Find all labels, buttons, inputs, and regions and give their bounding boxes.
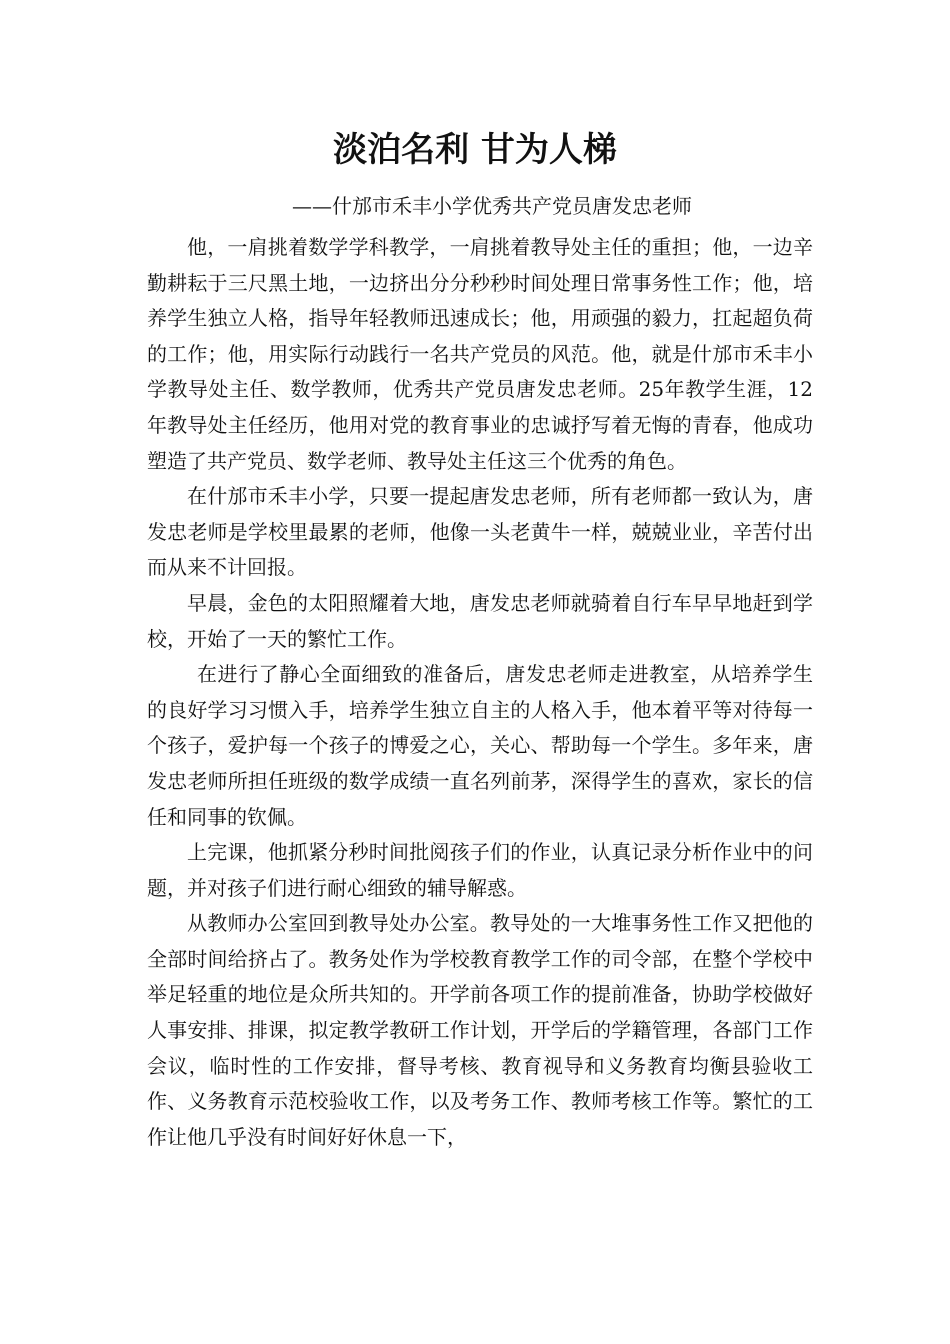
paragraph: 上完课，他抓紧分秒时间批阅孩子们的作业，认真记录分析作业中的问题，并对孩子们进行耐心细致的辅导解惑。 (147, 840, 813, 900)
paragraph: 在什邡市禾丰小学，只要一提起唐发忠老师，所有老师都一致认为，唐发忠老师是学校里最累的老师，他像一头老黄牛一样，兢兢业业，辛苦付出而从来不计回报。 (147, 484, 813, 580)
document-subtitle: ——什邡市禾丰小学优秀共产党员唐发忠老师 (292, 194, 692, 218)
paragraph: 早晨，金色的太阳照耀着大地，唐发忠老师就骑着自行车早早地赶到学校，开始了一天的繁忙工作。 (147, 590, 813, 651)
paragraph: 在进行了静心全面细致的准备后，唐发忠老师走进教室，从培养学生的良好学习习惯入手，培养学生独立自主的人格入手，他本着平等对待每一个孩子，爱护每一个孩子的博爱之心，关心、帮助每一个学生。多年来，唐发忠老师所担任班级的数学成绩一直名列前茅，深得学生的喜欢，家长的信任和同事的钦佩。 (147, 662, 813, 829)
paragraph: 他，一肩挑着数学学科教学，一肩挑着教导处主任的重担；他，一边辛勤耕耘于三尺黑土地，一边挤出分分秒秒时间处理日常事务性工作；他，培养学生独立人格，指导年轻教师迅速成长；他，用顽强的毅力，扛起超负荷的工作；他，用实际行动践行一名共产党员的风范。他，就是什邡市禾丰小学教导处主任、数学教师，优秀共产党员唐发忠老师。25年教学生涯，12年教导处主任经历，他用对党的教育事业的忠诚抒写着无悔的青春，他成功塑造了共产党员、数学老师、教导处主任这三个优秀的角色。 (147, 235, 813, 473)
paragraph: 从教师办公室回到教导处办公室。教导处的一大堆事务性工作又把他的全部时间给挤占了。教务处作为学校教育教学工作的司令部，在整个学校中举足轻重的地位是众所共知的。开学前各项工作的提前准备，协助学校做好人事安排、排课，拟定教学教研工作计划，开学后的学籍管理，各部门工作会议，临时性的工作安排，督导考核、教育视导和义务教育均衡县验收工作、义务教育示范校验收工作，以及考务工作、教师考核工作等。繁忙的工作让他几乎没有时间好好休息一下， (147, 911, 813, 1149)
document-title: 淡泊名利 甘为人梯 (333, 130, 617, 170)
document-body (147, 230, 813, 1155)
